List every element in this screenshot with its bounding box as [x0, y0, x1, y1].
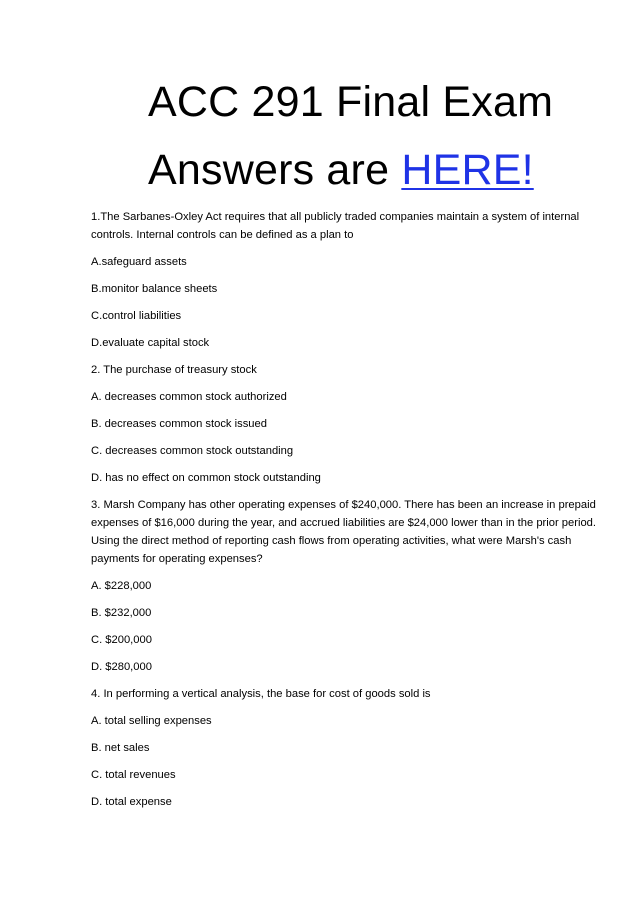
question-1-option-b: B.monitor balance sheets — [91, 283, 218, 295]
question-3-option-d: D. $280,000 — [91, 661, 152, 673]
question-1-option-d: D.evaluate capital stock — [91, 337, 210, 349]
question-4-text: 4. In performing a vertical analysis, the base for cost of goods sold is — [91, 688, 431, 700]
question-1-text: 1.The Sarbanes-Oxley Act requires that all publicly traded companies maintain a system of internal controls. Internal controls can be defined as a plan to — [91, 211, 580, 241]
question-3-text: 3. Marsh Company has other operating expenses of $240,000. There has been an increase in prepaid expenses of $16,000 during the year, and accrued liabilities are $24,000 lower than in the prior period. Using the direct method of reporting cash flows from operating activities, what were Marsh's cash payments for operating expenses? — [91, 499, 597, 565]
title-line-2 — [148, 136, 618, 204]
question-4-option-b: B. net sales — [91, 742, 150, 754]
question-4-option-a: A. total selling expenses — [91, 715, 212, 727]
question-4-option-d: D. total expense — [91, 796, 172, 808]
question-3-option-b: B. $232,000 — [91, 607, 152, 619]
question-1-option-c: C.control liabilities — [91, 310, 182, 322]
question-2-option-b: B. decreases common stock issued — [91, 418, 267, 430]
question-2-text: 2. The purchase of treasury stock — [91, 364, 257, 376]
title-line-2-prefix: Answers are — [148, 146, 402, 194]
question-2-option-a: A. decreases common stock authorized — [91, 391, 287, 403]
question-list — [91, 208, 603, 820]
question-1-option-a: A.safeguard assets — [91, 256, 187, 268]
question-3-option-a: A. $228,000 — [91, 580, 152, 592]
question-3-option-c: C. $200,000 — [91, 634, 152, 646]
here-link[interactable]: HERE! — [401, 146, 534, 194]
question-2-option-d: D. has no effect on common stock outstanding — [91, 472, 321, 484]
page-title — [148, 68, 618, 204]
title-line-1: ACC 291 Final Exam — [148, 78, 554, 126]
question-4-option-c: C. total revenues — [91, 769, 176, 781]
question-2-option-c: C. decreases common stock outstanding — [91, 445, 294, 457]
